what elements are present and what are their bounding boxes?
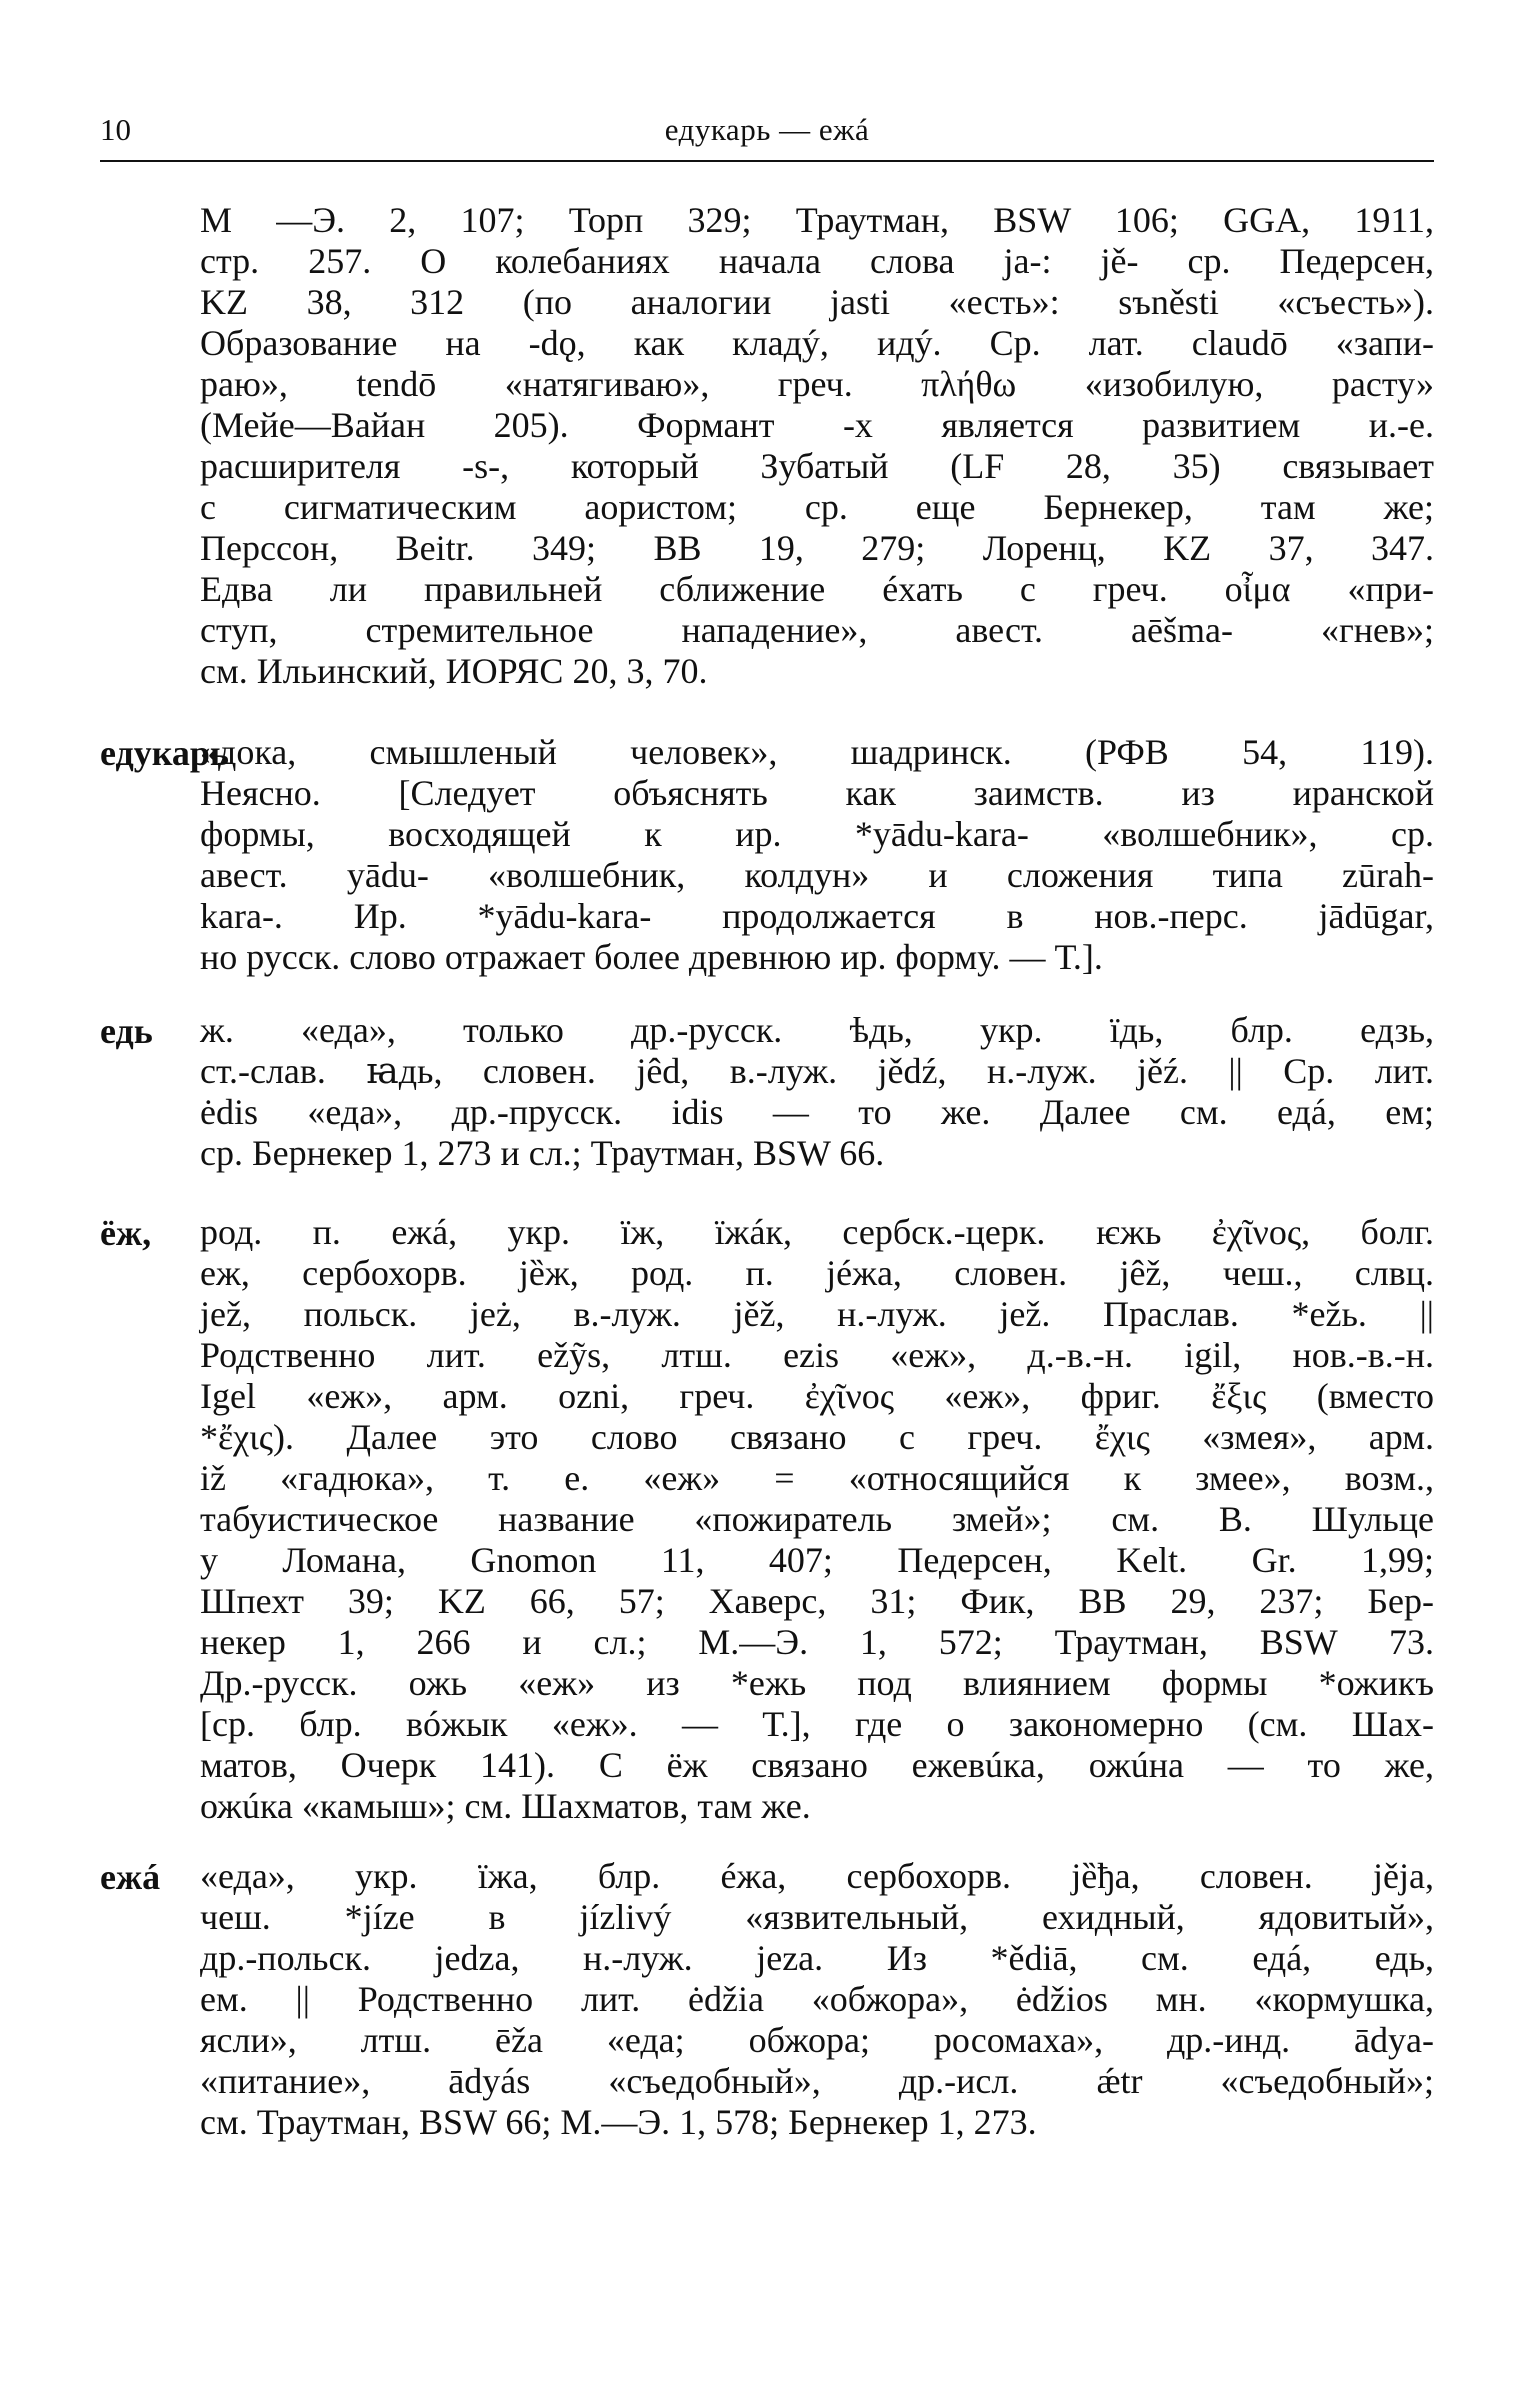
- line-text: Igel «еж», арм. ozni, греч. ἐχῖνος «еж», фриг. ἔξις (вместо: [200, 1376, 1434, 1416]
- line-text: «питание», ādyás «съедобный», др.-исл. ǽtr «съедобный»;: [200, 2061, 1434, 2101]
- text-line: [100, 1294, 1434, 1335]
- page-number: 10: [100, 112, 131, 147]
- line-text: *ἔχις). Далее это слово связано с греч. ἔχις «змея», арм.: [200, 1417, 1434, 1457]
- line-text: ожúка «камыш»; см. Шахматов, там же.: [200, 1786, 811, 1826]
- text-line: [100, 1212, 1434, 1253]
- line-text: Шпехт 39; KZ 66, 57; Хаверс, 31; Фик, BB 29, 237; Бер-: [200, 1581, 1434, 1621]
- text-line: [100, 814, 1434, 855]
- text-line: [100, 1704, 1434, 1745]
- text-line: [100, 651, 1434, 692]
- headword: ежá: [100, 1857, 161, 1897]
- line-text: ясли», лтш. ēža «еда; обжора; росомаха», др.-инд. ādya-: [200, 2020, 1434, 2060]
- text-line: [100, 1499, 1434, 1540]
- text-line: [100, 569, 1434, 610]
- entry-ezha: [100, 1856, 1434, 2143]
- line-text: Родственно лит. ežỹs, лтш. ezis «еж», д.-в.-н. igil, нов.-в.-н.: [200, 1335, 1434, 1375]
- line-text: род. п. ежá, укр. їж, їжáк, сербск.-церк. ѥжь ἐχῖνος, болг.: [200, 1212, 1434, 1252]
- text-line: [100, 855, 1434, 896]
- headword: ёж,: [100, 1213, 152, 1253]
- line-text: (Мейе—Вайан 205). Формант -х является развитием и.-е.: [200, 405, 1434, 445]
- text-line: [100, 1856, 1434, 1897]
- text-line: [100, 1938, 1434, 1979]
- line-text: М —Э. 2, 107; Торп 329; Траутман, BSW 106; GGA, 1911,: [200, 200, 1434, 240]
- text-line: [100, 1745, 1434, 1786]
- line-text: стр. 257. О колебаниях начала слова ja-: jě- ср. Педерсен,: [200, 241, 1434, 281]
- header-rule: [100, 160, 1434, 162]
- text-line: [100, 2061, 1434, 2102]
- line-text: см. Ильинский, ИОРЯС 20, 3, 70.: [200, 651, 708, 691]
- line-text: др.-польск. jedza, н.-луж. jeza. Из *ědiā, см. едá, едь,: [200, 1938, 1434, 1978]
- line-text: Др.-русск. ожь «еж» из *ежь под влиянием формы *ожикъ: [200, 1663, 1434, 1703]
- line-text: iž «гадюка», т. е. «еж» = «относящийся к змее», возм.,: [200, 1458, 1434, 1498]
- text-line: [100, 405, 1434, 446]
- entry-edukar: [100, 732, 1434, 978]
- line-text: ср. Бернекер 1, 273 и сл.; Траутман, BSW 66.: [200, 1133, 885, 1173]
- line-text: KZ 38, 312 (по аналогии jasti «есть»: sъněsti «съесть»).: [200, 282, 1434, 322]
- text-line: [100, 1581, 1434, 1622]
- text-line: [100, 1253, 1434, 1294]
- line-text: раю», tendō «натягиваю», греч. πλήθω «изобилую, расту»: [200, 364, 1434, 404]
- text-line: [100, 1540, 1434, 1581]
- line-text: с сигматическим аористом; ср. еще Бернекер, там же;: [200, 487, 1434, 527]
- line-text: [ср. блр. вóжык «еж». — Т.], где о закономерно (см. Шах-: [200, 1704, 1434, 1744]
- text-line: [100, 896, 1434, 937]
- line-text: матов, Очерк 141). С ёж связано ежевúка, ожúна — то же,: [200, 1745, 1434, 1785]
- text-line: [100, 1376, 1434, 1417]
- line-text: ėdis «еда», др.-прусск. idis — то же. Далее см. едá, ем;: [200, 1092, 1434, 1132]
- entry-continued: [100, 200, 1434, 692]
- text-line: [100, 1979, 1434, 2020]
- running-title: едукарь — ежá: [664, 112, 870, 147]
- running-header: [100, 112, 1434, 158]
- text-line: [100, 528, 1434, 569]
- line-text: «еда», укр. їжа, блр. éжа, сербохорв. jȅђа, словен. jěja,: [200, 1856, 1434, 1896]
- text-line: [100, 1663, 1434, 1704]
- text-line: [100, 732, 1434, 773]
- text-line: [100, 446, 1434, 487]
- text-line: [100, 1786, 1434, 1827]
- text-line: [100, 610, 1434, 651]
- text-line: [100, 200, 1434, 241]
- text-line: [100, 282, 1434, 323]
- line-text: kara-. Ир. *yādu-kara- продолжается в нов.-перс. jādūgar,: [200, 896, 1434, 936]
- line-text: у Ломана, Gnomon 11, 407; Педерсен, Kelt. Gr. 1,99;: [200, 1540, 1434, 1580]
- line-text: но русск. слово отражает более древнюю ир. форму. — Т.].: [200, 937, 1103, 977]
- text-line: [100, 323, 1434, 364]
- line-text: табуистическое название «пожиратель змей»; см. В. Шульце: [200, 1499, 1434, 1539]
- line-text: Неясно. [Следует объяснять как заимств. из иранской: [200, 773, 1434, 813]
- line-text: ем. || Родственно лит. ėdžia «обжора», ėdžios мн. «кормушка,: [200, 1979, 1434, 2019]
- line-text: еж, сербохорв. jȅж, род. п. jéжа, словен. jêž, чеш., слвц.: [200, 1253, 1434, 1293]
- text-line: [100, 1051, 1434, 1092]
- text-line: [100, 1133, 1434, 1174]
- text-line: [100, 2020, 1434, 2061]
- line-text: Едва ли правильней сближение éхать с греч. οἶμα «при-: [200, 569, 1434, 609]
- text-line: [100, 1622, 1434, 1663]
- line-text: формы, восходящей к ир. *yādu-kara- «волшебник», ср.: [200, 814, 1434, 854]
- text-line: [100, 1335, 1434, 1376]
- text-line: [100, 773, 1434, 814]
- text-line: [100, 1458, 1434, 1499]
- line-text: авест. yādu- «волшебник, колдун» и сложения типа zūrah-: [200, 855, 1434, 895]
- text-line: [100, 241, 1434, 282]
- line-text: ж. «еда», только др.-русск. ѣдь, укр. їдь, блр. едзь,: [200, 1010, 1434, 1050]
- line-text: Образование на -dǫ, как кладý, идý. Ср. лат. claudō «запи-: [200, 323, 1434, 363]
- headword: едь: [100, 1011, 153, 1051]
- line-text: некер 1, 266 и сл.; М.—Э. 1, 572; Траутман, BSW 73.: [200, 1622, 1434, 1662]
- line-text: см. Траутман, BSW 66; М.—Э. 1, 578; Бернекер 1, 273.: [200, 2102, 1037, 2142]
- text-line: [100, 2102, 1434, 2143]
- line-text: чеш. *jíze в jízlivý «язвительный, ехидный, ядовитый»,: [200, 1897, 1434, 1937]
- entry-yozh: [100, 1212, 1434, 1827]
- line-text: расширителя -s-, который Зубатый (LF 28, 35) связывает: [200, 446, 1434, 486]
- line-text: «дока, смышленый человек», шадринск. (РФВ 54, 119).: [200, 732, 1434, 772]
- entry-ed: [100, 1010, 1434, 1174]
- text-line: [100, 1010, 1434, 1051]
- text-line: [100, 364, 1434, 405]
- text-line: [100, 1092, 1434, 1133]
- line-text: jež, польск. jeż, в.-луж. jěž, н.-луж. jež. Праслав. *ežь. ||: [200, 1294, 1434, 1334]
- line-text: ступ, стремительное нападение», авест. aēšma- «гнев»;: [200, 610, 1434, 650]
- text-line: [100, 1417, 1434, 1458]
- line-text: Перссон, Beitr. 349; BB 19, 279; Лоренц, KZ 37, 347.: [200, 528, 1434, 568]
- text-line: [100, 1897, 1434, 1938]
- line-text: ст.-слав. ꙗдь, словен. jêd, в.-луж. jědź, н.-луж. jěź. || Ср. лит.: [200, 1051, 1434, 1091]
- text-line: [100, 487, 1434, 528]
- headword: едукарь: [100, 733, 229, 773]
- text-line: [100, 937, 1434, 978]
